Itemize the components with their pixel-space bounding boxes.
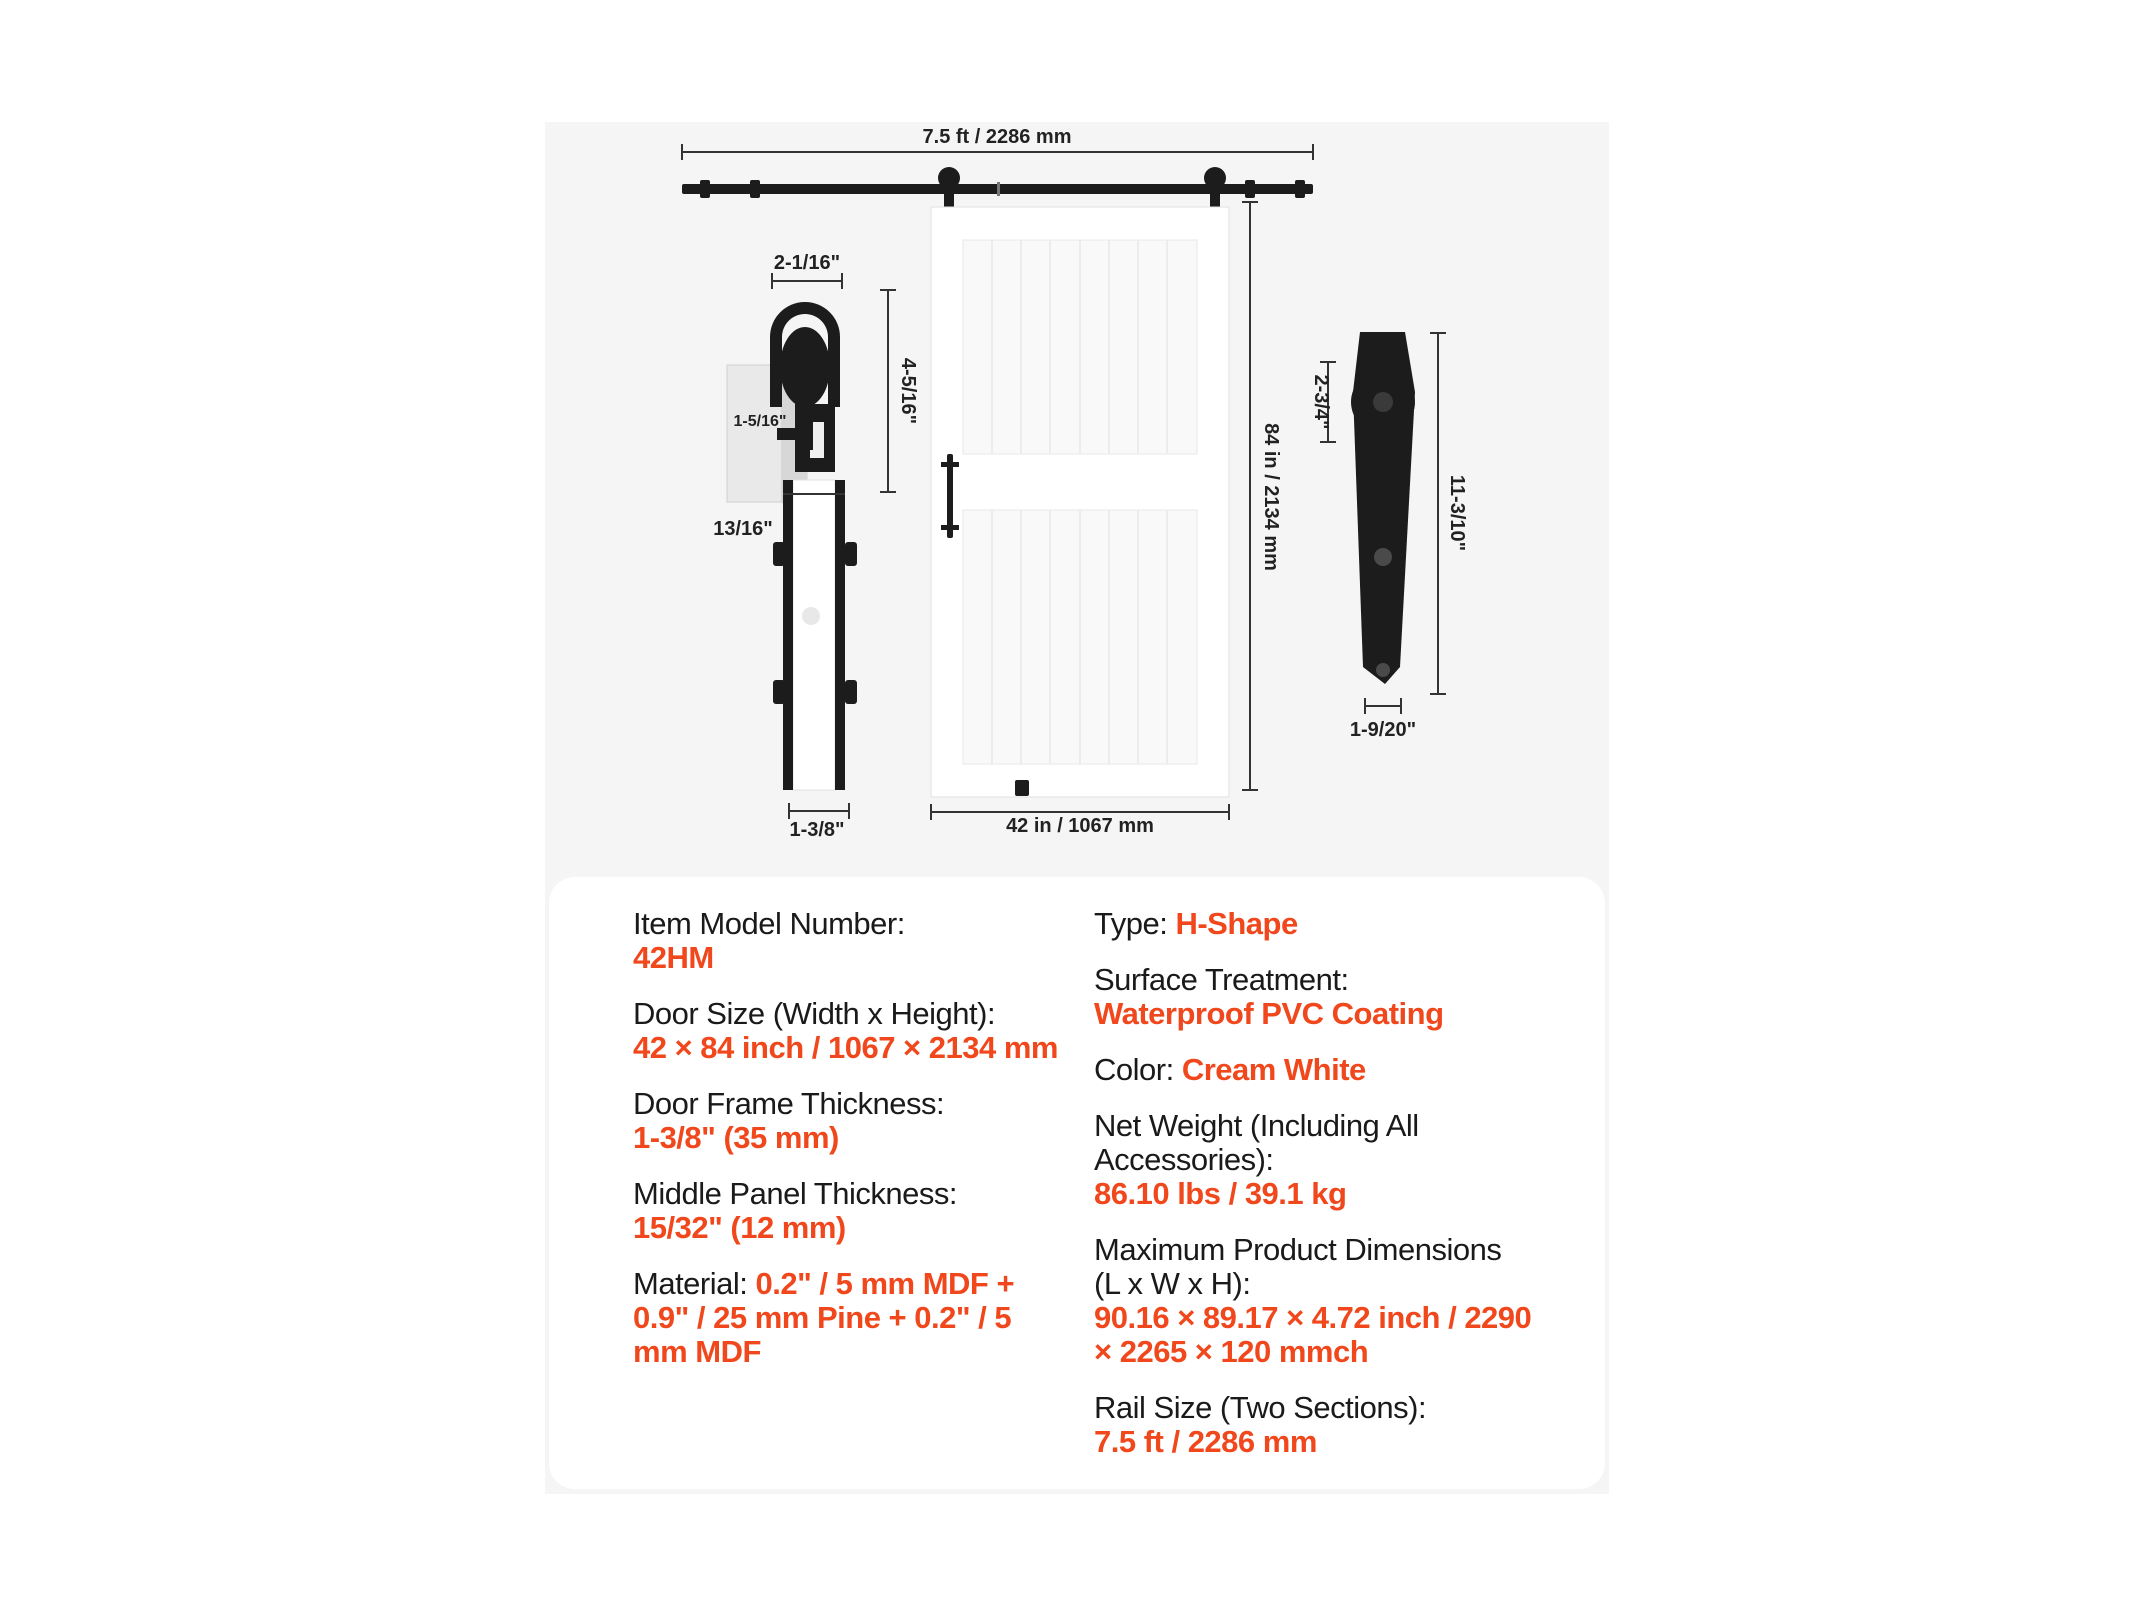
frame-thickness-label: 1-3/8" [789, 819, 845, 841]
spec-door-size [633, 997, 1073, 1065]
spec-value: 7.5 ft / 2286 mm [1094, 1424, 1317, 1459]
spec-label: Net Weight (Including All Accessories): [1094, 1108, 1419, 1177]
spec-model-number [633, 907, 1073, 975]
roller-width-dimension [772, 273, 842, 289]
spec-value: 0.2" / 5 mm MDF + 0.9" / 25 mm Pine + 0.2" / 5 mm MDF [633, 1266, 1015, 1369]
roller-width-label: 2-1/16" [773, 252, 841, 274]
spec-label: Rail Size (Two Sections): [1094, 1390, 1427, 1425]
strap-width-label: 1-9/20" [1349, 719, 1417, 741]
roller-height-label: 4-5/16" [897, 357, 919, 425]
specs-right-column [1094, 907, 1574, 1481]
spec-value: 86.10 lbs / 39.1 kg [1094, 1176, 1347, 1211]
strap-top-label: 2-3/4" [1310, 374, 1332, 430]
spec-type [1094, 907, 1574, 941]
spec-label: Type: [1094, 906, 1176, 941]
spec-color [1094, 1053, 1574, 1087]
spec-frame-thickness [633, 1087, 1073, 1155]
floor-guide [1015, 780, 1029, 796]
spec-value: 90.16 × 89.17 × 4.72 inch / 2290 × 2265 × 120 mmch [1094, 1300, 1532, 1369]
specifications-card [549, 877, 1605, 1489]
spec-value: Cream White [1181, 1052, 1366, 1087]
gap-label: 13/16" [713, 518, 773, 540]
spec-value: 1-3/8" (35 mm) [633, 1120, 839, 1155]
frame-thickness-dimension [789, 803, 849, 819]
spec-value: H-Shape [1175, 906, 1298, 941]
side-door-edge [773, 480, 857, 790]
strap-width-dimension [1365, 698, 1401, 714]
strap-hanger [1351, 332, 1415, 684]
spec-value: 42HM [633, 940, 714, 975]
spec-label: Door Frame Thickness: [633, 1086, 945, 1121]
spec-label: Surface Treatment: [1094, 962, 1349, 997]
spec-rail-size [1094, 1391, 1574, 1459]
spec-material [633, 1267, 1053, 1369]
spec-value: Waterproof PVC Coating [1094, 996, 1444, 1031]
barn-door [931, 207, 1229, 797]
spec-value: 15/32" (12 mm) [633, 1210, 846, 1245]
spec-label: Middle Panel Thickness: [633, 1176, 957, 1211]
spec-max-dimensions [1094, 1233, 1534, 1369]
spacer-label: 1-5/16" [733, 413, 787, 430]
spec-label: Maximum Product Dimensions (L x W x H): [1094, 1232, 1502, 1301]
spec-label: Door Size (Width x Height): [633, 996, 996, 1031]
spec-surface-treatment [1094, 963, 1574, 1031]
roller-height-dimension [880, 290, 896, 492]
spec-value: 42 × 84 inch / 1067 × 2134 mm [633, 1030, 1058, 1065]
spec-label: Color: [1094, 1052, 1182, 1087]
spec-net-weight [1094, 1109, 1514, 1211]
spec-label: Material: [633, 1266, 756, 1301]
door-height-dimension [1242, 202, 1258, 790]
rail-length-label: 7.5 ft / 2286 mm [922, 126, 1072, 148]
specs-left-column [633, 907, 1073, 1391]
barn-door-diagram [545, 122, 1609, 877]
strap-length-dimension [1430, 333, 1446, 694]
spec-label: Item Model Number: [633, 906, 905, 941]
spec-middle-panel [633, 1177, 1033, 1245]
door-height-label: 84 in / 2134 mm [1260, 423, 1282, 571]
door-width-label: 42 in / 1067 mm [1006, 815, 1154, 837]
strap-length-label: 11-3/10" [1446, 474, 1468, 552]
